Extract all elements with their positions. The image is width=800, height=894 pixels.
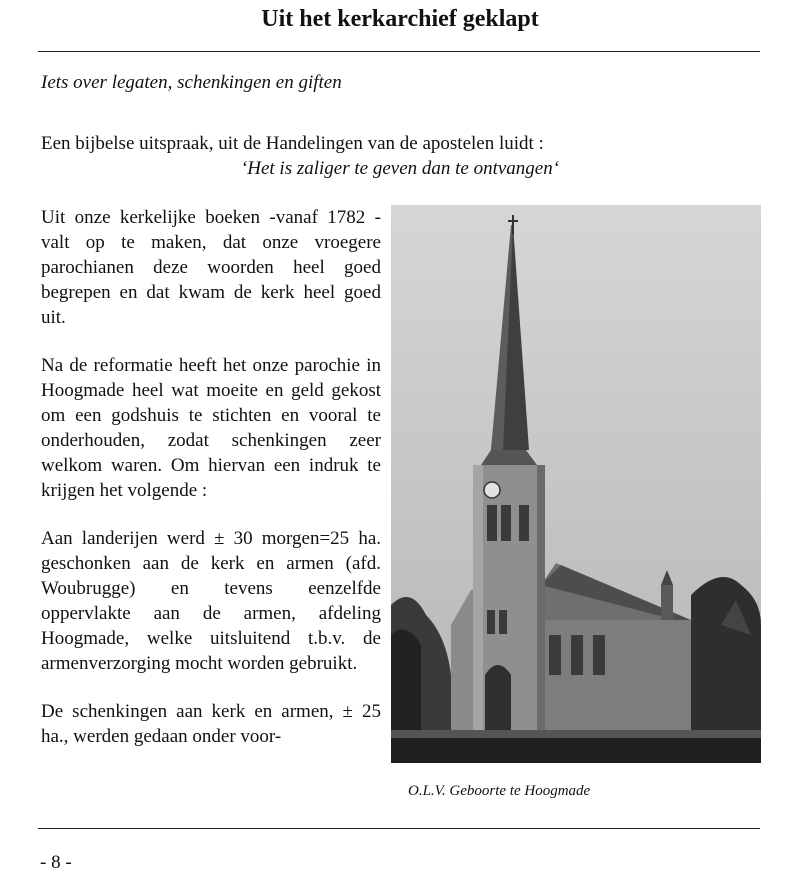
intro-line: Een bijbelse uitspraak, uit de Handelingen van de apostelen luidt : xyxy=(41,133,544,154)
body-text-column xyxy=(41,205,381,772)
bible-quote: ‘Het is zaliger te geven dan te ontvangen‘ xyxy=(240,158,560,179)
article-subtitle: Iets over legaten, schenkingen en giften xyxy=(41,72,342,93)
top-divider xyxy=(38,51,760,52)
paragraph-4: De schenkingen aan kerk en armen, ± 25 ha., werden gedaan onder voor- xyxy=(41,701,381,747)
photo-caption: O.L.V. Geboorte te Hoogmade xyxy=(408,783,591,799)
paragraph-1: Uit onze kerkelijke boeken -vanaf 1782 - valt op te maken, dat onze vroegere parochianen deze woorden heel goed begrepen en dat kwam de kerk heel goed uit. xyxy=(41,207,381,328)
church-photo xyxy=(391,205,761,763)
bottom-divider xyxy=(38,828,760,829)
page-title: Uit het kerkarchief geklapt xyxy=(261,6,539,32)
paragraph-2: Na de reformatie heeft het onze parochie in Hoogmade heel wat moeite en geld gekost om een godshuis te stichten en vooral te onderhouden, zodat schenkingen zeer welkom waren. Om hiervan een indruk te krijgen het volgende : xyxy=(41,355,381,501)
church-illustration xyxy=(391,205,761,763)
paragraph-3: Aan landerijen werd ± 30 morgen=25 ha. geschonken aan de kerk en armen (afd. Woubrugge) en tevens eenzelfde oppervlakte aan de armen, afdeling Hoogmade, welke uitsluitend t.b.v. de armenverzorging mocht worden gebruikt. xyxy=(41,528,381,674)
page-number: - 8 - xyxy=(40,852,72,873)
